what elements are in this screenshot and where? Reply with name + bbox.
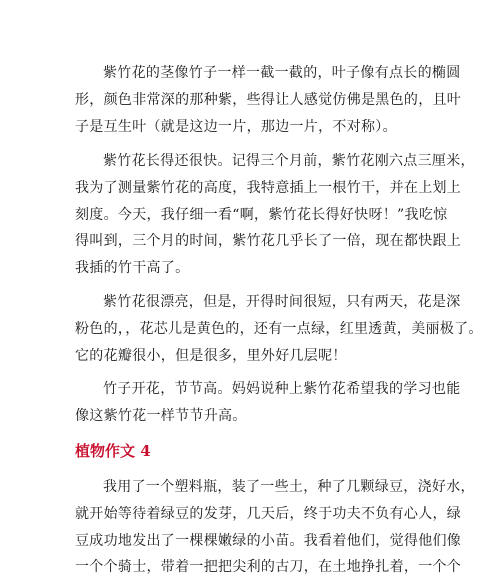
text-line: 粉色的，，花芯儿是黄色的，还有一点绿，红里透黄，美丽极了。 bbox=[75, 320, 483, 337]
paragraph-conclusion bbox=[75, 376, 461, 430]
text-line: 豆成功地发出了一棵棵嫩绿的小苗。我看着他们，觉得他们像 bbox=[75, 532, 462, 549]
text-line: 就开始等待着绿豆的发芽，几天后，终于功夫不负有心人，绿 bbox=[75, 505, 462, 522]
text-line: 紫竹花长得还很快。记得三个月前，紫竹花刚六点三厘米， bbox=[103, 153, 475, 169]
text-line: 竹子开花，节节高。妈妈说种上紫竹花希望我的学习也能 bbox=[103, 381, 461, 397]
text-line: 紫竹花很漂亮，但是，开得时间很短，只有两天，花是深 bbox=[103, 294, 461, 310]
text-line: 形，颜色非常深的那种紫，些得让人感觉仿佛是黑色的，且叶 bbox=[75, 91, 462, 108]
text-line: 我用了一个塑料瓶，装了一些土，种了几颗绿豆，浇好水， bbox=[103, 479, 475, 495]
text-line: 我为了测量紫竹花的高度，我特意插上一根竹干，并在上划上 bbox=[75, 179, 462, 196]
text-line: 得叫到，三个月的时间，紫竹花几乎长了一倍，现在都快跟上 bbox=[75, 233, 462, 250]
text-line: 子是互生叶（就是这边一片，那边一片，不对称）。 bbox=[75, 118, 397, 135]
text-line: 刻度。今天，我仔细一看“啊，紫竹花长得好快呀！”我吃惊 bbox=[75, 206, 448, 223]
section-heading: 植物作文 4 bbox=[75, 442, 151, 460]
paragraph-flower bbox=[75, 289, 483, 369]
paragraph-mung-beans bbox=[75, 474, 475, 581]
text-line: 一个个骑士，带着一把把尖利的古刀，在土地挣扎着，一个个 bbox=[75, 559, 462, 576]
paragraph-stem-leaves bbox=[75, 60, 462, 140]
paragraph-growth bbox=[75, 148, 475, 282]
text-line: 它的花瓣很小，但是很多，里外好几层呢！ bbox=[75, 347, 347, 364]
text-line: 紫竹花的茎像竹子一样一截一截的，叶子像有点长的椭圆 bbox=[103, 65, 461, 81]
text-line: 像这紫竹花一样节节升高。 bbox=[75, 407, 247, 424]
text-line: 我插的竹干高了。 bbox=[75, 260, 190, 277]
